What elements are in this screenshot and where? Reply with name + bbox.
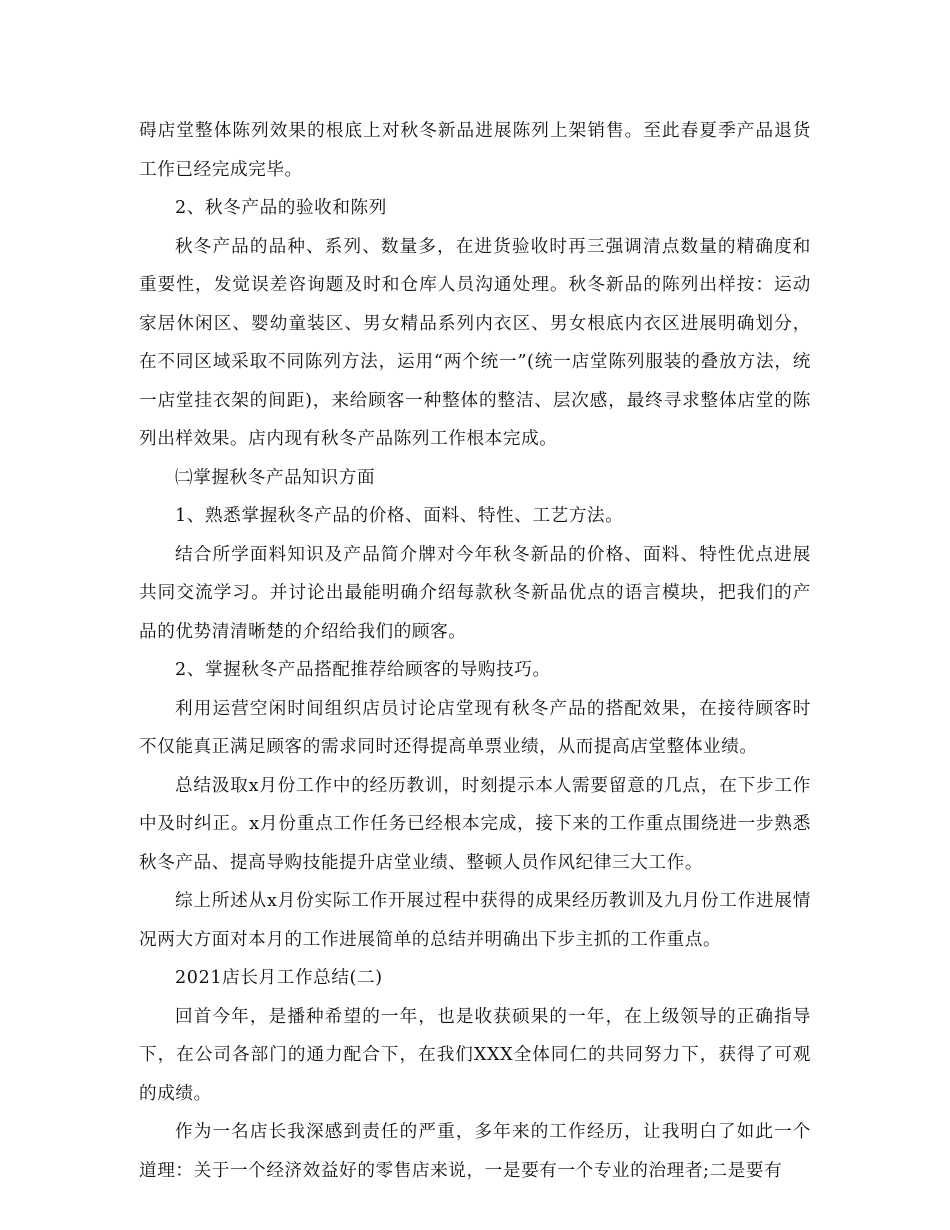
paragraph: 作为一名店长我深感到责任的严重，多年来的工作经历，让我明白了如此一个道理：关于一个经济效益好的零售店来说，一是要有一个专业的治理者;二是要有 (139, 1122, 811, 1181)
paragraph: 总结汲取x月份工作中的经历教训，时刻提示本人需要留意的几点，在下步工作中及时纠正。x月份重点工作任务已经根本完成，接下来的工作重点围绕进一步熟悉秋冬产品、提高导购技能提升店堂业绩、整顿人员作风纪律三大工作。 (139, 775, 811, 873)
section-heading: ㈡掌握秋冬产品知识方面 (175, 467, 376, 488)
section-heading: 1、熟悉掌握秋冬产品的价格、面料、特性、工艺方法。 (175, 506, 624, 526)
paragraph: 碍店堂整体陈列效果的根底上对秋冬新品进展陈列上架销售。至此春夏季产品退货工作已经完成完毕。 (139, 121, 811, 180)
paragraph: 回首今年，是播种希望的一年，也是收获硕果的一年，在上级领导的正确指导下，在公司各部门的通力配合下，在我们XXX全体同仁的共同努力下，获得了可观的成绩。 (139, 1006, 811, 1104)
section-heading: 2、秋冬产品的验收和陈列 (175, 198, 387, 218)
section-heading: 2、掌握秋冬产品搭配推荐给顾客的导购技巧。 (175, 660, 551, 680)
paragraph: 结合所学面料知识及产品简介牌对今年秋冬新品的价格、面料、特性优点进展共同交流学习。并讨论出最能明确介绍每款秋冬新品优点的语言模块，把我们的产品的优势清清晰楚的介绍给我们的顾客。 (139, 544, 811, 642)
paragraph: 秋冬产品的品种、系列、数量多，在进货验收时再三强调清点数量的精确度和重要性，发觉误差咨询题及时和仓库人员沟通处理。秋冬新品的陈列出样按：运动家居休闲区、婴幼童装区、男女精品系列内衣区、男女根底内衣区进展明确划分，在不同区域采取不同陈列方法，运用“两个统一”(统一店堂陈列服装的叠放方法，统一店堂挂衣架的间距)，来给顾客一种整体的整洁、层次感，最终寻求整体店堂的陈列出样效果。店内现有秋冬产品陈列工作根本完成。 (139, 236, 811, 449)
paragraph: 综上所述从x月份实际工作开展过程中获得的成果经历教训及九月份工作进展情况两大方面对本月的工作进展简单的总结并明确出下步主抓的工作重点。 (139, 891, 811, 950)
paragraph: 利用运营空闲时间组织店员讨论店堂现有秋冬产品的搭配效果，在接待顾客时不仅能真正满足顾客的需求同时还得提高单票业绩，从而提高店堂整体业绩。 (139, 698, 811, 757)
document-title: 2021店长月工作总结(二) (175, 968, 383, 988)
document-body (139, 112, 811, 1190)
